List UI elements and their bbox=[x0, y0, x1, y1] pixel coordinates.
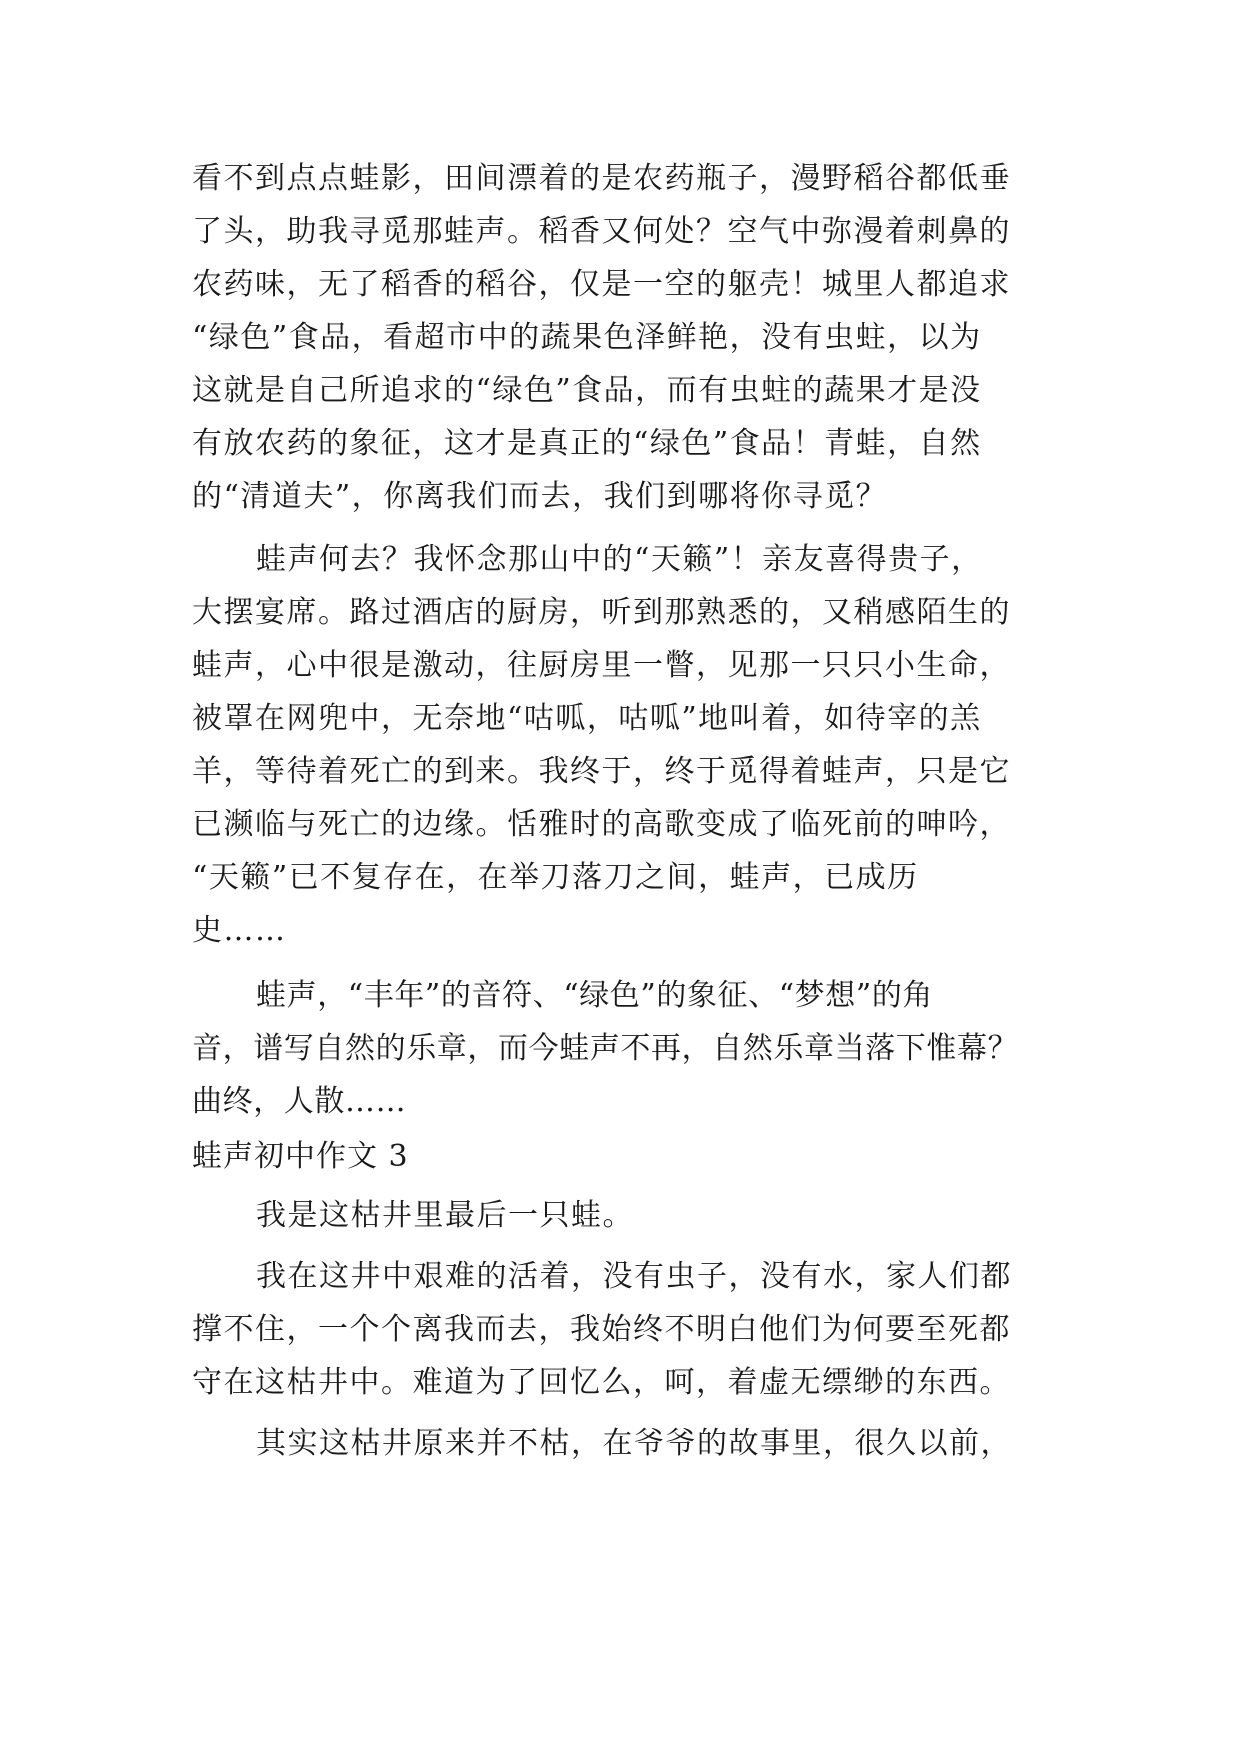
text-line: 曲终，人散…… bbox=[192, 1084, 407, 1119]
text-line: 蛙声，“丰年”的音符、“绿色”的象征、“梦想”的角 bbox=[256, 978, 934, 1013]
paragraph bbox=[192, 1417, 1062, 1470]
text-line: 羊，等待着死亡的到来。我终于，终于觅得着蛙声，只是它 bbox=[192, 754, 1011, 789]
text-line: 这就是自己所追求的“绿色”食品，而有虫蛀的蔬果才是没 bbox=[192, 373, 982, 408]
text-line: 我是这枯井里最后一只蛙。 bbox=[256, 1198, 634, 1233]
text-line: “绿色”食品，看超市中的蔬果色泽鲜艳，没有虫蛀，以为 bbox=[192, 320, 982, 355]
text-line: 我在这井中艰难的活着，没有虫子，没有水，家人们都 bbox=[256, 1259, 1012, 1294]
paragraph bbox=[192, 533, 1062, 957]
text-line: 被罩在网兜中，无奈地“咕呱，咕呱”地叫着，如待宰的羔 bbox=[192, 701, 982, 736]
text-line: 蛙声何去？我怀念那山中的“天籁”！亲友喜得贵子， bbox=[256, 542, 983, 577]
text-line: 看不到点点蛙影，田间漂着的是农药瓶子，漫野稻谷都低垂 bbox=[192, 161, 1011, 196]
text-line: 了头，助我寻觅那蛙声。稻香又何处？空气中弥漫着刺鼻的 bbox=[192, 214, 1011, 249]
text-line: 音，谱写自然的乐章，而今蛙声不再，自然乐章当落下惟幕？ bbox=[192, 1031, 1019, 1066]
text-line: 的“清道夫”，你离我们而去，我们到哪将你寻觅？ bbox=[192, 479, 888, 514]
text-line: 史…… bbox=[192, 913, 287, 948]
paragraph bbox=[192, 969, 1062, 1128]
section-heading: 蛙声初中作文 3 bbox=[192, 1139, 409, 1174]
text-line: 撑不住，一个个离我而去，我始终不明白他们为何要至死都 bbox=[192, 1312, 1011, 1347]
text-line: 守在这枯井中。难道为了回忆么，呵，着虚无缥缈的东西。 bbox=[192, 1365, 1011, 1400]
text-line: 农药味，无了稻香的稻谷，仅是一空的躯壳！城里人都追求 bbox=[192, 267, 1011, 302]
text-line: 大摆宴席。路过酒店的厨房，听到那熟悉的，又稍感陌生的 bbox=[192, 595, 1011, 630]
document-page bbox=[192, 152, 1062, 1470]
text-line: 其实这枯井原来并不枯，在爷爷的故事里，很久以前， bbox=[256, 1426, 1012, 1461]
paragraph bbox=[192, 1189, 1062, 1242]
paragraph bbox=[192, 152, 1062, 523]
text-line: 蛙声，心中很是激动，往厨房里一瞥，见那一只只小生命， bbox=[192, 648, 1011, 683]
text-line: 已濒临与死亡的边缘。恬雅时的高歌变成了临死前的呻吟， bbox=[192, 807, 1011, 842]
paragraph bbox=[192, 1250, 1062, 1409]
text-line: “天籁”已不复存在，在举刀落刀之间，蛙声，已成历 bbox=[192, 860, 919, 895]
text-line: 有放农药的象征，这才是真正的“绿色”食品！青蛙，自然 bbox=[192, 426, 982, 461]
